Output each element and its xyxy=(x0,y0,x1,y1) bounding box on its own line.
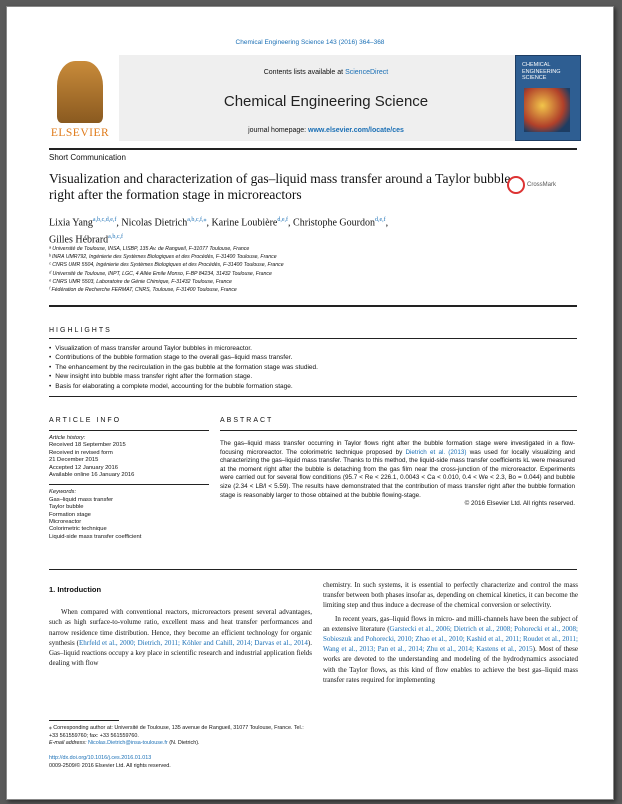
affiliation: ᵉ CNRS UMR 5503, Laboratoire de Génie Chimique, F-31432 Toulouse, France xyxy=(49,278,232,285)
keyword: Liquid-side mass transfer coefficient xyxy=(49,533,142,540)
author-separator: , xyxy=(206,217,212,229)
author-affiliation-marks[interactable]: d,e,f xyxy=(277,217,289,223)
document-page xyxy=(6,6,614,800)
citation-link[interactable]: Garstecki et al., 2006; Dietrich et al., 2008; Pohorecki et al., 2008; Sobieszuk and Pohorecki, 2010; Zhao et al., 2010; Kashid et al., 2011; Roudet et al., 2011; Wang et al., 2013; Pan et al., 2014; Zhu et al., 2014; Kastens et al., 2015 xyxy=(323,624,578,654)
affiliations xyxy=(49,245,569,294)
section-type: Short Communication xyxy=(49,153,126,162)
abstract-heading: ABSTRACT xyxy=(220,417,274,424)
crossmark-icon xyxy=(507,176,525,194)
history-label: Article history: xyxy=(49,435,86,441)
doi-link[interactable]: http://dx.doi.org/10.1016/j.ces.2016.01.013 xyxy=(49,755,152,761)
history-entry: Available online 16 January 2016 xyxy=(49,472,135,479)
author-separator: , xyxy=(288,217,294,229)
abstract-text xyxy=(220,440,575,509)
email-label: E-mail address: xyxy=(49,740,88,747)
elsevier-tree-icon xyxy=(57,61,103,123)
author-name[interactable]: Lixia Yang xyxy=(49,217,93,229)
highlight-item: • Basis for elaborating a complete model, accounting for the bubble formation stage. xyxy=(49,382,577,391)
contents-prefix: Contents lists available at xyxy=(263,69,346,76)
author-affiliation-marks[interactable]: a,b,c,f,⁎ xyxy=(187,217,207,223)
author-affiliation-marks[interactable]: a,b,c,d,e,f xyxy=(92,217,117,223)
article-info-rule xyxy=(49,430,209,431)
abstract-part: The gas–liquid mass transfer occurring in Taylor flows right after the bubble formation stage were investigated in a flow-focusing microreactor. The colorimetric technique proposed by xyxy=(220,440,575,456)
highlights-heading: HIGHLIGHTS xyxy=(49,327,112,334)
history-entry: Received in revised form xyxy=(49,449,113,456)
author-separator: , xyxy=(385,217,389,229)
sciencedirect-link[interactable]: ScienceDirect xyxy=(345,69,389,76)
cover-title: CHEMICAL ENGINEERING SCIENCE xyxy=(522,62,561,81)
publisher-name: ELSEVIER xyxy=(50,127,110,139)
body-paragraph xyxy=(49,607,312,668)
journal-cover-thumbnail xyxy=(515,55,581,141)
author-name[interactable]: Christophe Gourdon xyxy=(293,217,375,229)
article-info xyxy=(49,435,209,541)
body-text: ). Gas–liquid reactions occupy a key place in scientific research and industrial application fields dealing with flow xyxy=(49,638,312,668)
contents-line xyxy=(119,69,533,76)
affiliation: ᵈ Université de Toulouse, INPT, LGC, 4 Allée Emile Monso, F-BP 84234, 31432 Toulouse, France xyxy=(49,270,272,277)
body-paragraph xyxy=(323,614,578,685)
affiliation: ᶜ CNRS UMR 5504, Ingénierie des Systèmes Biologiques et des Procédés, F-31400 Toulouse, France xyxy=(49,262,284,269)
crossmark-label: CrossMark xyxy=(527,182,557,188)
history-entry: 21 December 2015 xyxy=(49,457,99,464)
front-matter-rule xyxy=(49,569,577,570)
footnote-rule xyxy=(49,720,119,721)
abstract-part: was used for locally visualizing and characterizing the gas–liquid mass transfer. Thanks to this method, the liquid-side mass transfer coefficients kL were measured at the moment right after the bubble is detaching from the gas film near the cross-junction of the microreactor. Experiments were carried out for several flow conditions (95.7 < Re < 226.1, 0.0043 < Ca < 0.010, 0.4 < We < 2.3, Bo = 0.044) and bubble size (2.34 < LB/l < 5.59). The results have demonstrated that the contribution of mass transfer right after the bubble formation stage is reasonably larger to those obtained at the bubble flowing-stage. xyxy=(220,448,576,499)
author-affiliation-marks[interactable]: a,b,c,f xyxy=(108,234,123,241)
highlight-item: • The enhancement by the recirculation in the gas bubble at the formation stage was studied. xyxy=(49,363,577,372)
article-info-divider xyxy=(49,484,209,485)
journal-homepage xyxy=(119,127,533,134)
masthead-rule xyxy=(49,148,577,150)
journal-reference[interactable]: Chemical Engineering Science 143 (2016) 364–368 xyxy=(235,39,385,46)
author-separator: , xyxy=(116,217,122,229)
history-entry: Accepted 12 January 2016 xyxy=(49,464,118,471)
highlight-item: • Visualization of mass transfer around Taylor bubbles in microreactor. xyxy=(49,344,577,353)
keyword: Formation stage xyxy=(49,511,91,518)
cover-art xyxy=(524,88,570,132)
highlights-bottom-rule xyxy=(49,396,577,397)
affiliation: ᶠ Fédération de Recherche FERMAT, CNRS, Toulouse, F-31400 Toulouse, France xyxy=(49,287,237,294)
highlights-top-rule xyxy=(49,338,577,339)
email-note xyxy=(49,740,312,748)
abstract-rule xyxy=(220,430,577,431)
article-info-heading: ARTICLE INFO xyxy=(49,417,122,424)
email-suffix: (N. Dietrich). xyxy=(167,740,200,747)
doi-block xyxy=(49,755,312,770)
footnotes xyxy=(49,725,312,748)
citation-link[interactable]: Ehrfeld et al., 2000; Dietrich, 2011; Köhler and Cahill, 2014; Darvas et al., 2014 xyxy=(79,638,308,647)
body-text: When compared with conventional reactors, microreactors present several advantages, such as high surface-to-volume ratio, excellent mass and heat transfer performances and narrow residence time distribution. Hence, they become an efficient technology for organic synthesis ( xyxy=(49,608,312,647)
crossmark-button[interactable] xyxy=(507,172,557,200)
body-column-left xyxy=(49,585,312,668)
body-paragraph: chemistry. In such systems, it is essential to perfectly characterize and control the mass transfer between both phases insofar as, depending on chemical kinetics, it can become the limiting step and thus induce a decrease of the chemical conversion or selectivity. xyxy=(323,581,578,610)
title-block-rule xyxy=(49,305,577,307)
author-affiliation-marks[interactable]: d,e,f xyxy=(374,217,386,223)
author-name[interactable]: Nicolas Dietrich xyxy=(121,217,188,229)
highlight-item: • Contributions of the bubble formation stage to the overall gas–liquid mass transfer. xyxy=(49,353,577,362)
journal-title: Chemical Engineering Science xyxy=(223,93,429,110)
masthead-box xyxy=(119,55,533,141)
affiliation: ᵇ INRA UMR792, Ingénierie des Systèmes Biologiques et des Procédés, F-31400 Toulouse, France xyxy=(49,254,277,261)
copyright: © 2016 Elsevier Ltd. All rights reserved. xyxy=(464,500,575,508)
email-link[interactable]: Nicolas.Dietrich@insa-toulouse.fr xyxy=(87,740,168,747)
affiliation: ᵃ Université de Toulouse, INSA, LISBP, 135 Av. de Rangueil, F-31077 Toulouse, France xyxy=(49,246,250,252)
keyword: Gas–liquid mass transfer xyxy=(49,496,114,503)
keyword: Microreactor xyxy=(49,519,82,526)
masthead xyxy=(49,55,613,152)
author-name[interactable]: Gilles Hébrard xyxy=(49,234,109,246)
highlights-list xyxy=(49,344,577,391)
keyword: Taylor bubble xyxy=(49,504,84,511)
homepage-prefix: journal homepage: xyxy=(248,127,309,134)
body-text: In recent years, gas–liquid flows in micro- and milli-channels have been the subject of an extensive literature ( xyxy=(323,614,578,633)
author-name[interactable]: Karine Loubière xyxy=(211,217,278,229)
corresponding-author-note: ⁎ Corresponding author at: Université de Toulouse, 135 avenue de Rangueil, 31077 Toulouse, France. Tel.: +33 561559760; fax: +33 561559760. xyxy=(49,725,304,739)
body-column-right xyxy=(323,580,578,685)
article-title: Visualization and characterization of gas–liquid mass transfer around a Taylor bubble right after the formation stage in microreactors xyxy=(49,171,511,202)
elsevier-logo xyxy=(49,61,111,141)
history-entry: Received 18 September 2015 xyxy=(49,442,126,449)
section-title: 1. Introduction xyxy=(49,585,102,594)
keyword: Colorimetric technique xyxy=(49,526,107,533)
highlight-item: • New insight into bubble mass transfer right after the formation stage. xyxy=(49,372,577,381)
issn-line: 0009-2509/© 2016 Elsevier Ltd. All rights reserved. xyxy=(49,762,171,769)
body-text: ). Most of these works are devoted to the understanding and modeling of the hydrodynamics associated with the Taylor flows, as this kind of flow enables to achieve the best gas–liquid mass transfer rates required for implementing xyxy=(323,645,578,684)
homepage-link[interactable]: www.elsevier.com/locate/ces xyxy=(308,127,404,134)
keywords-label: Keywords: xyxy=(49,489,77,496)
author-list xyxy=(49,213,569,248)
citation-link[interactable]: Dietrich et al. (2013) xyxy=(405,448,467,456)
